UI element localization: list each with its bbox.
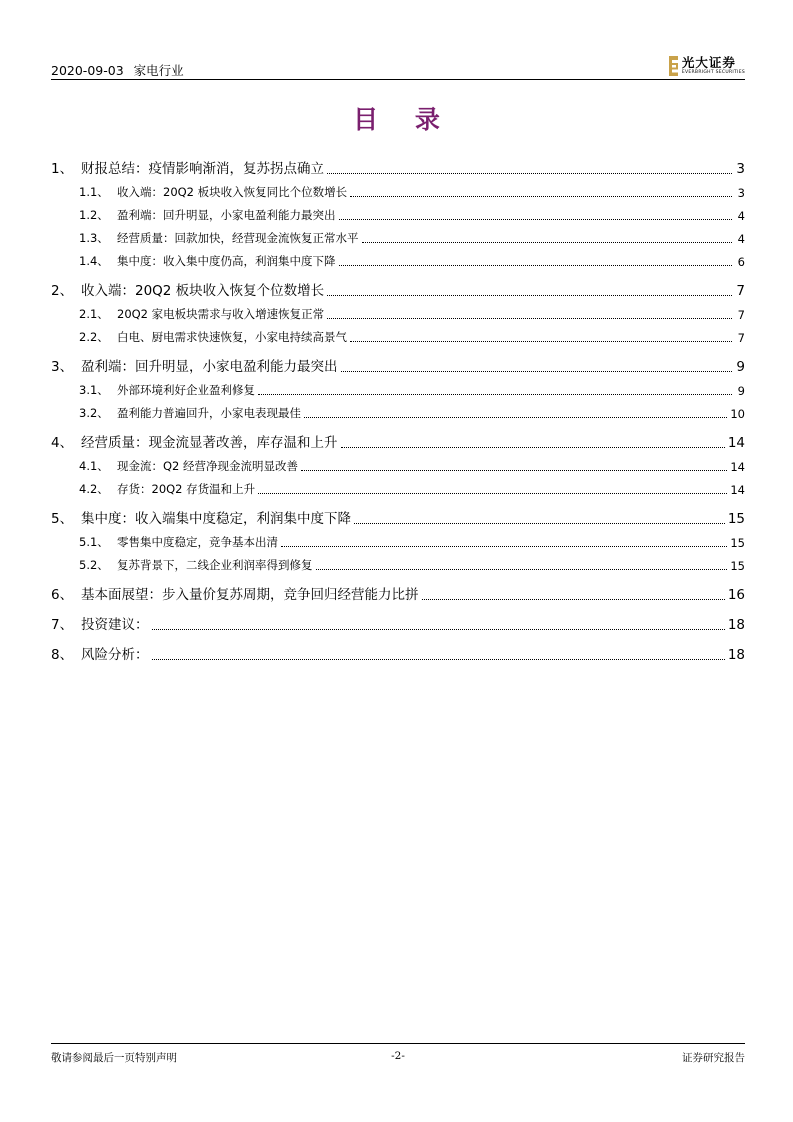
page-header (51, 54, 745, 80)
toc-page-number[interactable]: 14 (730, 460, 745, 474)
toc-page-number[interactable]: 15 (727, 511, 745, 527)
toc-page-number[interactable]: 18 (727, 647, 745, 663)
toc-entry-number: 3.1、 (79, 383, 109, 397)
toc-page-number[interactable]: 14 (730, 483, 745, 497)
toc-dot-leader (422, 599, 725, 600)
page-footer (51, 1050, 745, 1066)
toc-page-number[interactable]: 7 (737, 331, 745, 345)
toc-entry-title[interactable]: 白电、厨电需求快速恢复，小家电持续高景气 (117, 330, 347, 344)
toc-dot-leader (339, 219, 733, 220)
logo-english-name: EVERBRIGHT SECURITIES (681, 70, 745, 75)
report-type: 证券研究报告 (682, 1052, 745, 1064)
toc-dot-leader (258, 493, 727, 494)
toc-subsection-entry[interactable] (51, 223, 745, 246)
header-divider (51, 79, 745, 80)
toc-subsection-entry[interactable] (51, 299, 745, 322)
toc-dot-leader (339, 265, 733, 266)
toc-page-number[interactable]: 14 (727, 435, 745, 451)
company-logo (669, 54, 745, 78)
toc-entry-number: 4.2、 (79, 482, 109, 496)
toc-section-entry[interactable] (51, 576, 745, 603)
toc-entry-number: 4、 (51, 435, 74, 451)
toc-entry-number: 6、 (51, 587, 74, 603)
toc-subsection-entry[interactable] (51, 246, 745, 269)
toc-entry-number: 4.1、 (79, 459, 109, 473)
logo-e-icon (669, 56, 678, 76)
table-of-contents (51, 150, 745, 663)
toc-dot-leader (362, 242, 733, 243)
toc-page-number[interactable]: 7 (736, 283, 745, 299)
toc-page-number[interactable]: 3 (737, 186, 745, 200)
toc-entry-number: 2、 (51, 283, 74, 299)
toc-entry-title[interactable]: 盈利端：回升明显，小家电盈利能力最突出 (117, 208, 336, 222)
toc-dot-leader (281, 546, 727, 547)
toc-entry-title[interactable]: 财报总结：疫情影响渐消，复苏拐点确立 (81, 161, 324, 177)
toc-entry-number: 5、 (51, 511, 74, 527)
toc-entry-title[interactable]: 零售集中度稳定，竞争基本出清 (117, 535, 278, 549)
toc-page-number[interactable]: 4 (737, 209, 745, 223)
toc-title: 目 录 (353, 105, 454, 134)
header-left (51, 61, 184, 79)
toc-entry-title[interactable]: 经营质量：回款加快，经营现金流恢复正常水平 (117, 231, 359, 245)
toc-entry-number: 3、 (51, 359, 74, 375)
toc-section-entry[interactable] (51, 606, 745, 633)
toc-entry-number: 2.2、 (79, 330, 109, 344)
toc-page-number[interactable]: 6 (737, 255, 745, 269)
disclaimer-note: 敬请参阅最后一页特别声明 (51, 1052, 177, 1064)
toc-dot-leader (327, 295, 732, 296)
toc-dot-leader (327, 318, 732, 319)
toc-subsection-entry[interactable] (51, 322, 745, 345)
toc-subsection-entry[interactable] (51, 200, 745, 223)
toc-section-entry[interactable] (51, 272, 745, 299)
logo-chinese-name: 光大证券 (681, 54, 736, 70)
toc-entry-title[interactable]: 集中度：收入集中度仍高，利润集中度下降 (117, 254, 336, 268)
toc-entry-title[interactable]: 盈利能力普遍回升，小家电表现最佳 (117, 406, 301, 420)
toc-entry-title[interactable]: 经营质量：现金流显著改善，库存温和上升 (81, 435, 338, 451)
toc-dot-leader (304, 417, 727, 418)
page-number: -2- (391, 1050, 405, 1062)
toc-page-number[interactable]: 16 (727, 587, 745, 603)
toc-dot-leader (152, 629, 725, 630)
toc-dot-leader (258, 394, 732, 395)
toc-dot-leader (301, 470, 727, 471)
toc-section-entry[interactable] (51, 424, 745, 451)
toc-subsection-entry[interactable] (51, 527, 745, 550)
toc-section-entry[interactable] (51, 348, 745, 375)
toc-section-entry[interactable] (51, 150, 745, 177)
toc-page-number[interactable]: 4 (737, 232, 745, 246)
toc-entry-number: 7、 (51, 617, 74, 633)
toc-entry-title[interactable]: 风险分析： (81, 647, 149, 663)
toc-entry-title[interactable]: 收入端：20Q2 板块收入恢复同比个位数增长 (117, 185, 348, 199)
toc-entry-title[interactable]: 外部环境利好企业盈利修复 (117, 383, 255, 397)
toc-entry-title[interactable]: 投资建议： (81, 617, 149, 633)
toc-subsection-entry[interactable] (51, 550, 745, 573)
toc-entry-number: 5.1、 (79, 535, 109, 549)
toc-dot-leader (350, 196, 732, 197)
toc-subsection-entry[interactable] (51, 375, 745, 398)
toc-page-number[interactable]: 9 (737, 384, 745, 398)
toc-page-number[interactable]: 3 (736, 161, 745, 177)
toc-subsection-entry[interactable] (51, 398, 745, 421)
toc-entry-number: 8、 (51, 647, 74, 663)
toc-dot-leader (350, 341, 732, 342)
toc-dot-leader (316, 569, 728, 570)
toc-entry-title[interactable]: 复苏背景下，二线企业利润率得到修复 (117, 558, 313, 572)
toc-dot-leader (354, 523, 725, 524)
toc-entry-title[interactable]: 20Q2 家电板块需求与收入增速恢复正常 (117, 307, 325, 321)
report-date: 2020-09-03 (51, 63, 124, 78)
toc-dot-leader (327, 173, 732, 174)
toc-entry-title[interactable]: 存货：20Q2 存货温和上升 (117, 482, 256, 496)
toc-entry-number: 1.4、 (79, 254, 109, 268)
footer-divider (51, 1043, 745, 1044)
toc-page-number[interactable]: 7 (737, 308, 745, 322)
toc-entry-number: 1.3、 (79, 231, 109, 245)
toc-entry-title[interactable]: 盈利端：回升明显，小家电盈利能力最突出 (81, 359, 338, 375)
toc-entry-title[interactable]: 基本面展望：步入量价复苏周期，竞争回归经营能力比拼 (81, 587, 419, 603)
toc-section-entry[interactable] (51, 500, 745, 527)
toc-entry-title[interactable]: 集中度：收入端集中度稳定，利润集中度下降 (81, 511, 351, 527)
toc-subsection-entry[interactable] (51, 177, 745, 200)
toc-dot-leader (341, 371, 733, 372)
toc-dot-leader (152, 659, 725, 660)
toc-entry-number: 1.1、 (79, 185, 109, 199)
toc-entry-title[interactable]: 现金流：Q2 经营净现金流明显改善 (117, 459, 299, 473)
toc-page-number[interactable]: 15 (730, 559, 745, 573)
toc-section-entry[interactable] (51, 636, 745, 663)
toc-entry-number: 3.2、 (79, 406, 109, 420)
report-sector: 家电行业 (133, 63, 184, 78)
toc-subsection-entry[interactable] (51, 451, 745, 474)
toc-entry-number: 5.2、 (79, 558, 109, 572)
toc-entry-number: 1、 (51, 161, 74, 177)
toc-subsection-entry[interactable] (51, 474, 745, 497)
toc-page-number[interactable]: 15 (730, 536, 745, 550)
toc-entry-number: 1.2、 (79, 208, 109, 222)
toc-page-number[interactable]: 9 (736, 359, 745, 375)
toc-page-number[interactable]: 10 (730, 407, 745, 421)
toc-dot-leader (341, 447, 725, 448)
toc-page-number[interactable]: 18 (727, 617, 745, 633)
toc-entry-title[interactable]: 收入端：20Q2 板块收入恢复个位数增长 (81, 283, 325, 299)
toc-entry-number: 2.1、 (79, 307, 109, 321)
